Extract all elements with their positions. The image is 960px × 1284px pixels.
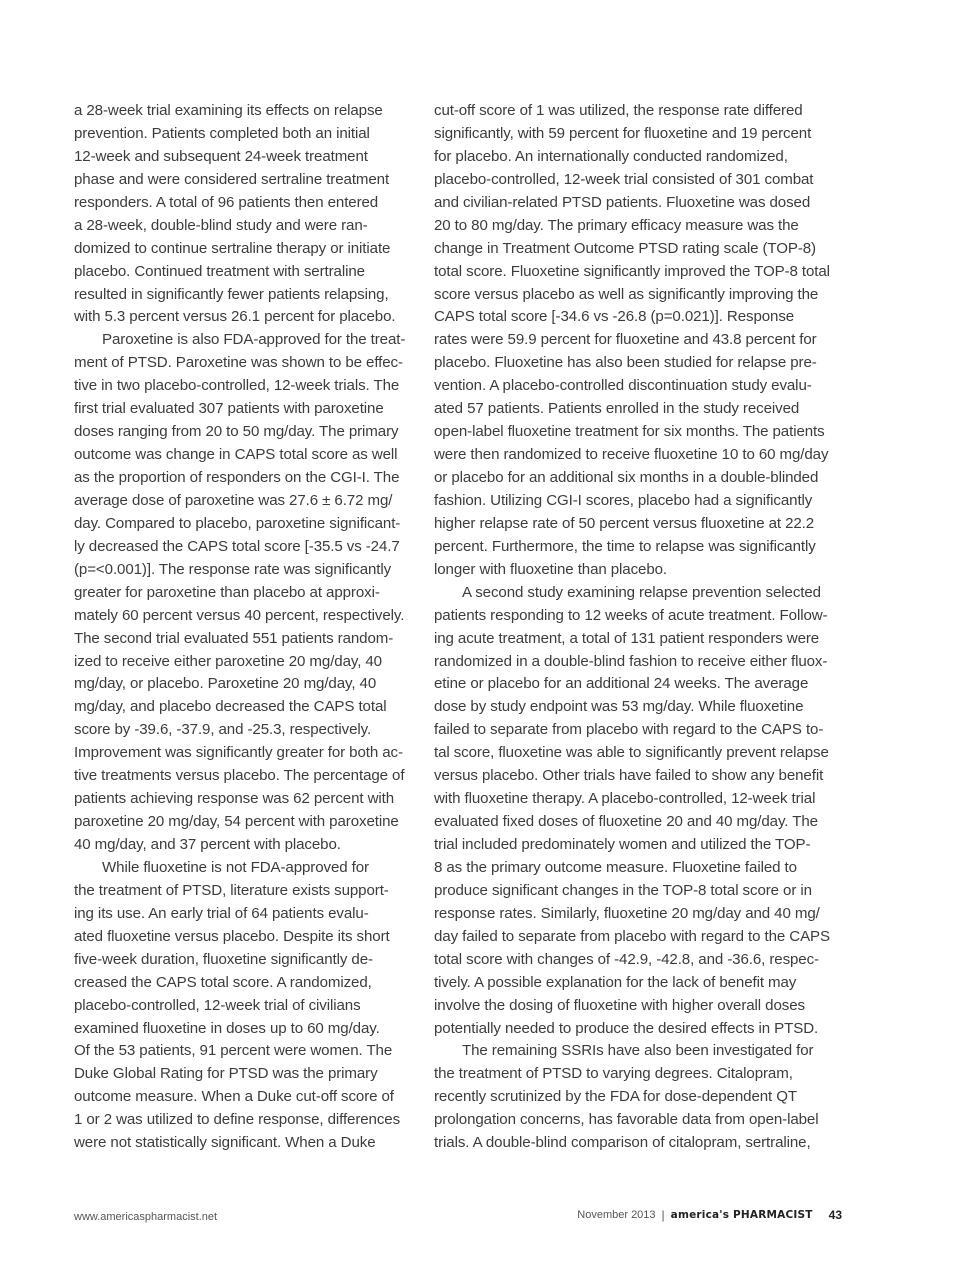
text-line: trial included predominately women and utilized the TOP- (434, 836, 811, 853)
footer-right (577, 1208, 842, 1222)
text-line: rates were 59.9 percent for fluoxetine and 43.8 percent for (434, 331, 817, 349)
text-line: etine or placebo for an additional 24 weeks. The average (434, 675, 809, 693)
text-line: score by -39.6, -37.9, and -25.3, respectively. (74, 721, 372, 739)
text-line: tively. A possible explanation for the lack of benefit may (434, 973, 797, 991)
text-line: The remaining SSRIs have also been investigated for (462, 1042, 814, 1060)
text-line: resulted in significantly fewer patients relapsing, (74, 285, 389, 303)
text-line: responders. A total of 96 patients then entered (74, 193, 379, 211)
page-footer (74, 1208, 842, 1228)
right-column (434, 100, 844, 1155)
text-line: longer with fluoxetine than placebo. (434, 560, 668, 578)
footer-date: November 2013 (577, 1209, 656, 1221)
text-line: and civilian-related PTSD patients. Fluoxetine was dosed (434, 193, 811, 211)
text-line: the treatment of PTSD to varying degrees. Citalopram, (434, 1065, 793, 1083)
text-line: paroxetine 20 mg/day, 54 percent with paroxetine (74, 813, 399, 831)
text-line: were then randomized to receive fluoxetine 10 to 60 mg/day (434, 446, 829, 464)
text-line: dose by study endpoint was 53 mg/day. While fluoxetine (434, 698, 804, 716)
text-line: patients achieving response was 62 percent with (74, 790, 395, 808)
text-line: 12-week and subsequent 24-week treatment (74, 147, 368, 165)
text-line: ly decreased the CAPS total score [-35.5 vs -24.7 (74, 537, 400, 555)
text-line: placebo-controlled, 12-week trial consisted of 301 combat (434, 170, 814, 188)
text-line: percent. Furthermore, the time to relapse was significantly (434, 537, 816, 555)
text-line: 1 or 2 was utilized to define response, differences (74, 1111, 401, 1129)
text-line: patients responding to 12 weeks of acute treatment. Follow- (434, 606, 828, 624)
text-line: failed to separate from placebo with regard to the CAPS to- (434, 721, 824, 739)
text-line: ment of PTSD. Paroxetine was shown to be effec- (74, 354, 403, 372)
footer-url[interactable]: www.americaspharmacist.net (74, 1211, 218, 1223)
text-line: Duke Global Rating for PTSD was the primary (74, 1065, 378, 1083)
text-line: trials. A double-blind comparison of citalopram, sertraline, (434, 1134, 811, 1152)
text-line: mg/day, and placebo decreased the CAPS total (74, 698, 387, 716)
text-line: ated 57 patients. Patients enrolled in the study received (434, 400, 800, 418)
text-line: first trial evaluated 307 patients with paroxetine (74, 400, 384, 418)
text-line: day. Compared to placebo, paroxetine significant- (74, 514, 401, 532)
text-line: cut-off score of 1 was utilized, the response rate differed (434, 102, 803, 119)
text-line: randomized in a double-blind fashion to receive either fluox- (434, 652, 828, 670)
text-line: total score with changes of -42.9, -42.8, and -36.6, respec- (434, 950, 819, 968)
text-line: 20 to 80 mg/day. The primary efficacy measure was the (434, 216, 799, 234)
text-line: While fluoxetine is not FDA-approved for (102, 858, 369, 876)
text-line: ing its use. An early trial of 64 patients evalu- (74, 904, 369, 922)
text-line: total score. Fluoxetine significantly improved the TOP-8 total (434, 262, 830, 280)
text-line: average dose of paroxetine was 27.6 ± 6.72 mg/ (74, 491, 393, 509)
text-line: tal score, fluoxetine was able to significantly prevent relapse (434, 744, 829, 762)
text-line: higher relapse rate of 50 percent versus fluoxetine at 22.2 (434, 514, 815, 532)
text-line: as the proportion of responders on the CGI-I. The (74, 469, 400, 486)
text-line: A second study examining relapse prevention selected (462, 583, 821, 601)
text-line: placebo. Fluoxetine has also been studied for relapse pre- (434, 354, 817, 372)
text-line: 8 as the primary outcome measure. Fluoxetine failed to (434, 858, 797, 876)
text-line: day failed to separate from placebo with regard to the CAPS (434, 927, 830, 945)
text-line: score versus placebo as well as significantly improving the (434, 285, 819, 303)
text-line: involve the dosing of fluoxetine with higher overall doses (434, 996, 805, 1014)
text-line: significantly, with 59 percent for fluoxetine and 19 percent (434, 124, 812, 142)
text-line: potentially needed to produce the desired effects in PTSD. (434, 1019, 819, 1037)
text-line: Of the 53 patients, 91 percent were women. The (74, 1042, 393, 1060)
left-column (74, 100, 415, 1155)
text-line: with fluoxetine therapy. A placebo-controlled, 12-week trial (434, 790, 816, 808)
text-line: a 28-week trial examining its effects on relapse (74, 102, 383, 119)
text-line: phase and were considered sertraline treatment (74, 170, 390, 188)
text-line: tive in two placebo-controlled, 12-week trials. The (74, 377, 400, 395)
text-line: outcome measure. When a Duke cut-off score of (74, 1088, 394, 1106)
text-line: placebo-controlled, 12-week trial of civilians (74, 996, 361, 1014)
text-line: produce significant changes in the TOP-8 total score or in (434, 881, 812, 899)
footer-brand-logo: america's PHARMACIST (670, 1209, 813, 1221)
text-line: examined fluoxetine in doses up to 60 mg/day. (74, 1019, 380, 1037)
text-line: tive treatments versus placebo. The percentage of (74, 767, 405, 785)
text-line: 40 mg/day, and 37 percent with placebo. (74, 836, 341, 853)
text-line: for placebo. An internationally conducted randomized, (434, 147, 788, 165)
footer-separator: | (661, 1208, 665, 1222)
text-line: a 28-week, double-blind study and were ran- (74, 216, 368, 234)
text-line: domized to continue sertraline therapy or initiate (74, 239, 391, 257)
text-line: The second trial evaluated 551 patients random- (74, 629, 394, 647)
text-line: versus placebo. Other trials have failed to show any benefit (434, 767, 824, 785)
text-line: Improvement was significantly greater for both ac- (74, 744, 403, 762)
text-line: outcome was change in CAPS total score as well (74, 446, 398, 464)
text-line: vention. A placebo-controlled discontinuation study evalu- (434, 377, 812, 395)
text-line: were not statistically significant. When a Duke (74, 1134, 376, 1152)
text-line: prevention. Patients completed both an initial (74, 124, 370, 142)
text-line: recently scrutinized by the FDA for dose-dependent QT (434, 1088, 798, 1106)
text-line: ated fluoxetine versus placebo. Despite its short (74, 927, 390, 945)
text-line: the treatment of PTSD, literature exists support- (74, 881, 389, 899)
text-line: mately 60 percent versus 40 percent, respectively. (74, 606, 405, 624)
text-line: with 5.3 percent versus 26.1 percent for placebo. (74, 308, 396, 326)
text-line: response rates. Similarly, fluoxetine 20 mg/day and 40 mg/ (434, 904, 820, 922)
text-line: fashion. Utilizing CGI-I scores, placebo had a significantly (434, 491, 813, 509)
text-line: evaluated fixed doses of fluoxetine 20 and 40 mg/day. The (434, 813, 818, 831)
text-line: open-label fluoxetine treatment for six months. The patients (434, 423, 825, 441)
text-line: CAPS total score [-34.6 vs -26.8 (p=0.021)]. Response (434, 308, 795, 326)
text-line: placebo. Continued treatment with sertraline (74, 262, 365, 280)
text-line: ing acute treatment, a total of 131 patient responders were (434, 629, 820, 647)
page-number: 43 (828, 1208, 842, 1222)
text-line: ized to receive either paroxetine 20 mg/day, 40 (74, 652, 382, 670)
text-line: or placebo for an additional six months in a double-blinded (434, 469, 819, 486)
text-line: (p=<0.001)]. The response rate was significantly (74, 560, 392, 578)
text-line: greater for paroxetine than placebo at approxi- (74, 583, 380, 601)
text-line: creased the CAPS total score. A randomized, (74, 973, 372, 991)
text-line: Paroxetine is also FDA-approved for the treat- (102, 331, 406, 349)
text-line: five-week duration, fluoxetine significantly de- (74, 950, 373, 968)
text-line: doses ranging from 20 to 50 mg/day. The primary (74, 423, 399, 441)
text-line: mg/day, or placebo. Paroxetine 20 mg/day, 40 (74, 675, 377, 693)
text-line: prolongation concerns, has favorable data from open-label (434, 1111, 819, 1129)
text-line: change in Treatment Outcome PTSD rating scale (TOP-8) (434, 239, 816, 257)
